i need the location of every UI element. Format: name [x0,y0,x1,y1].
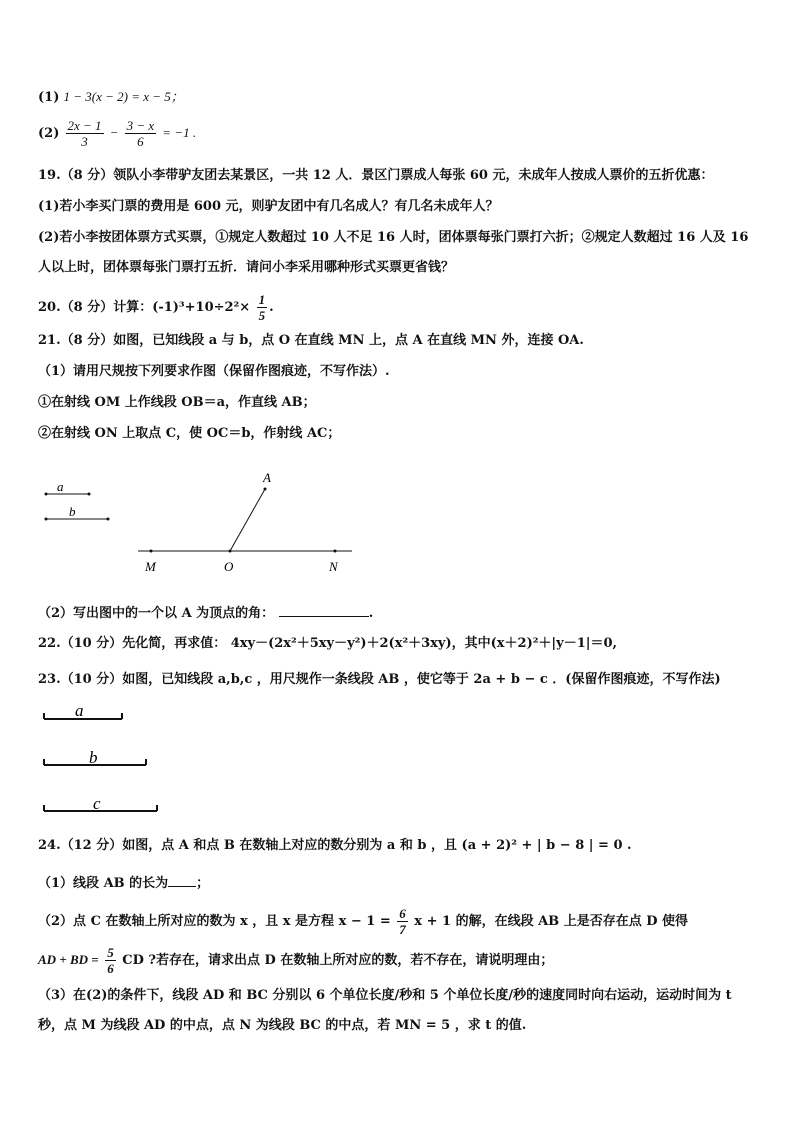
q24-sub2-text-d: CD ?若存在，请求出点 D 在数轴上所对应的数，若不存在，请说明理由； [122,953,554,968]
answer-blank[interactable] [168,874,196,887]
label-c: c [93,794,101,813]
q20-fraction [257,292,268,323]
fraction-denominator: 5 [258,308,266,323]
q19-stem: 19.（8 分）领队小李带驴友团去某景区，一共 12 人．景区门票成人每张 60 元，未成年人按成人票价的五折优惠： [38,168,714,183]
segment-oa [230,489,265,551]
q22-stem: 22.（10 分）先化简，再求值： 4xy－(2x²＋5xy－y²)＋2(x²＋3xy)，其中(x＋2)²＋|y－1|＝0, [38,636,618,651]
fraction-numerator: 5 [107,945,114,960]
q24-sub2-line2 [38,945,553,976]
prev-item-1 [38,88,184,107]
label-a: a [75,701,84,720]
answer-blank[interactable] [279,604,369,617]
fraction-numerator: 3 − x [126,118,155,133]
q21-sub1: （1）请用尺规按下列要求作图（保留作图痕迹，不写作法）. [38,364,390,379]
fraction-denominator: 6 [107,961,114,976]
q24-sub2-text-a: （2）点 C 在数轴上所对应的数为 x ，且 x 是方程 x − 1 = [38,914,391,929]
q19-part2-line2: 人以上时，团体票每张门票打五折．请问小李采用哪种形式买票更省钱？ [38,260,455,275]
q24-sub1-end: ； [196,876,210,891]
q24-sub2-text-c: AD + BD = [38,952,99,967]
fraction-numerator: 1 [258,292,266,307]
q21-sub2-text: （2）写出图中的一个以 A 为顶点的角： [38,606,275,621]
fraction-numerator: 2x − 1 [67,118,102,133]
label-N: N [329,559,338,574]
q21-figure [0,460,794,590]
q19-part2-line1: (2)若小李按团体票方式买票，①规定人数超过 10 人不足 16 人时，团体票每张门票打六折；②规定人数超过 16 人及 16 [38,230,749,245]
prev-item-1-label: (1) [38,90,60,105]
q21-step1: ①在射线 OM 上作线段 OB＝a，作直线 AB； [38,395,316,410]
q23-figure [0,695,794,820]
q24-stem: 24.（12 分）如图，点 A 和点 B 在数轴上对应的数分别为 a 和 b ，且 (a + 2)² + | b − 8 | = 0 . [38,838,632,853]
prev-item-1-equation: 1 − 3(x − 2) = x − 5； [63,89,184,104]
equation-tail: = −1 . [162,125,197,140]
prev-item-2-fraction-2 [125,118,157,149]
q24-sub2-fraction-2 [105,945,116,976]
q21-sub2-end: . [368,606,374,621]
prev-item-2-label: (2) [38,126,60,141]
q21-step2: ②在射线 ON 上取点 C，使 OC＝b，作射线 AC； [38,426,341,441]
q20 [38,292,274,323]
q24-sub2-fraction [397,906,408,937]
fraction-denominator: 3 [81,134,88,149]
fraction-denominator: 6 [137,134,144,149]
minus-sign: − [109,125,119,140]
q21-stem: 21.（8 分）如图，已知线段 a 与 b，点 O 在直线 MN 上，点 A 在直线 MN 外，连接 OA. [38,333,584,348]
q24-sub3-line2: 秒，点 M 为线段 AD 的中点，点 N 为线段 BC 的中点，若 MN = 5 ，求 t 的值. [38,1018,527,1033]
fraction-denominator: 7 [399,922,406,937]
q21-sub2 [38,604,373,623]
q23-stem: 23.（10 分）如图，已知线段 a,b,c ，用尺规作一条线段 AB ，使它等于 2a + b − c ．(保留作图痕迹，不写作法) [38,672,721,687]
label-O: O [224,559,234,574]
label-a: a [57,479,64,494]
prev-item-2 [38,118,196,149]
q24-sub2-line1 [38,906,688,937]
q24-sub2-text-b: x + 1 的解，在线段 AB 上是否存在点 D 使得 [414,914,689,929]
label-A: A [263,470,271,485]
q24-sub1 [38,874,209,893]
fraction-numerator: 6 [399,906,406,921]
q24-sub1-text: （1）线段 AB 的长为 [38,876,169,891]
q20-tail: . [269,300,274,315]
label-M: M [145,559,156,574]
q24-sub3-line1: （3）在(2)的条件下，线段 AD 和 BC 分别以 6 个单位长度/秒和 5 个单位长度/秒的速度同时向右运动，运动时间为 t [38,988,732,1003]
q20-stem: 20.（8 分）计算：(-1)³+10÷2²× [38,300,251,315]
q19-part1: (1)若小李买门票的费用是 600 元，则驴友团中有几名成人？有几名未成年人？ [38,199,499,214]
prev-item-2-fraction-1 [66,118,104,149]
label-b: b [69,504,76,519]
label-b: b [89,748,98,767]
